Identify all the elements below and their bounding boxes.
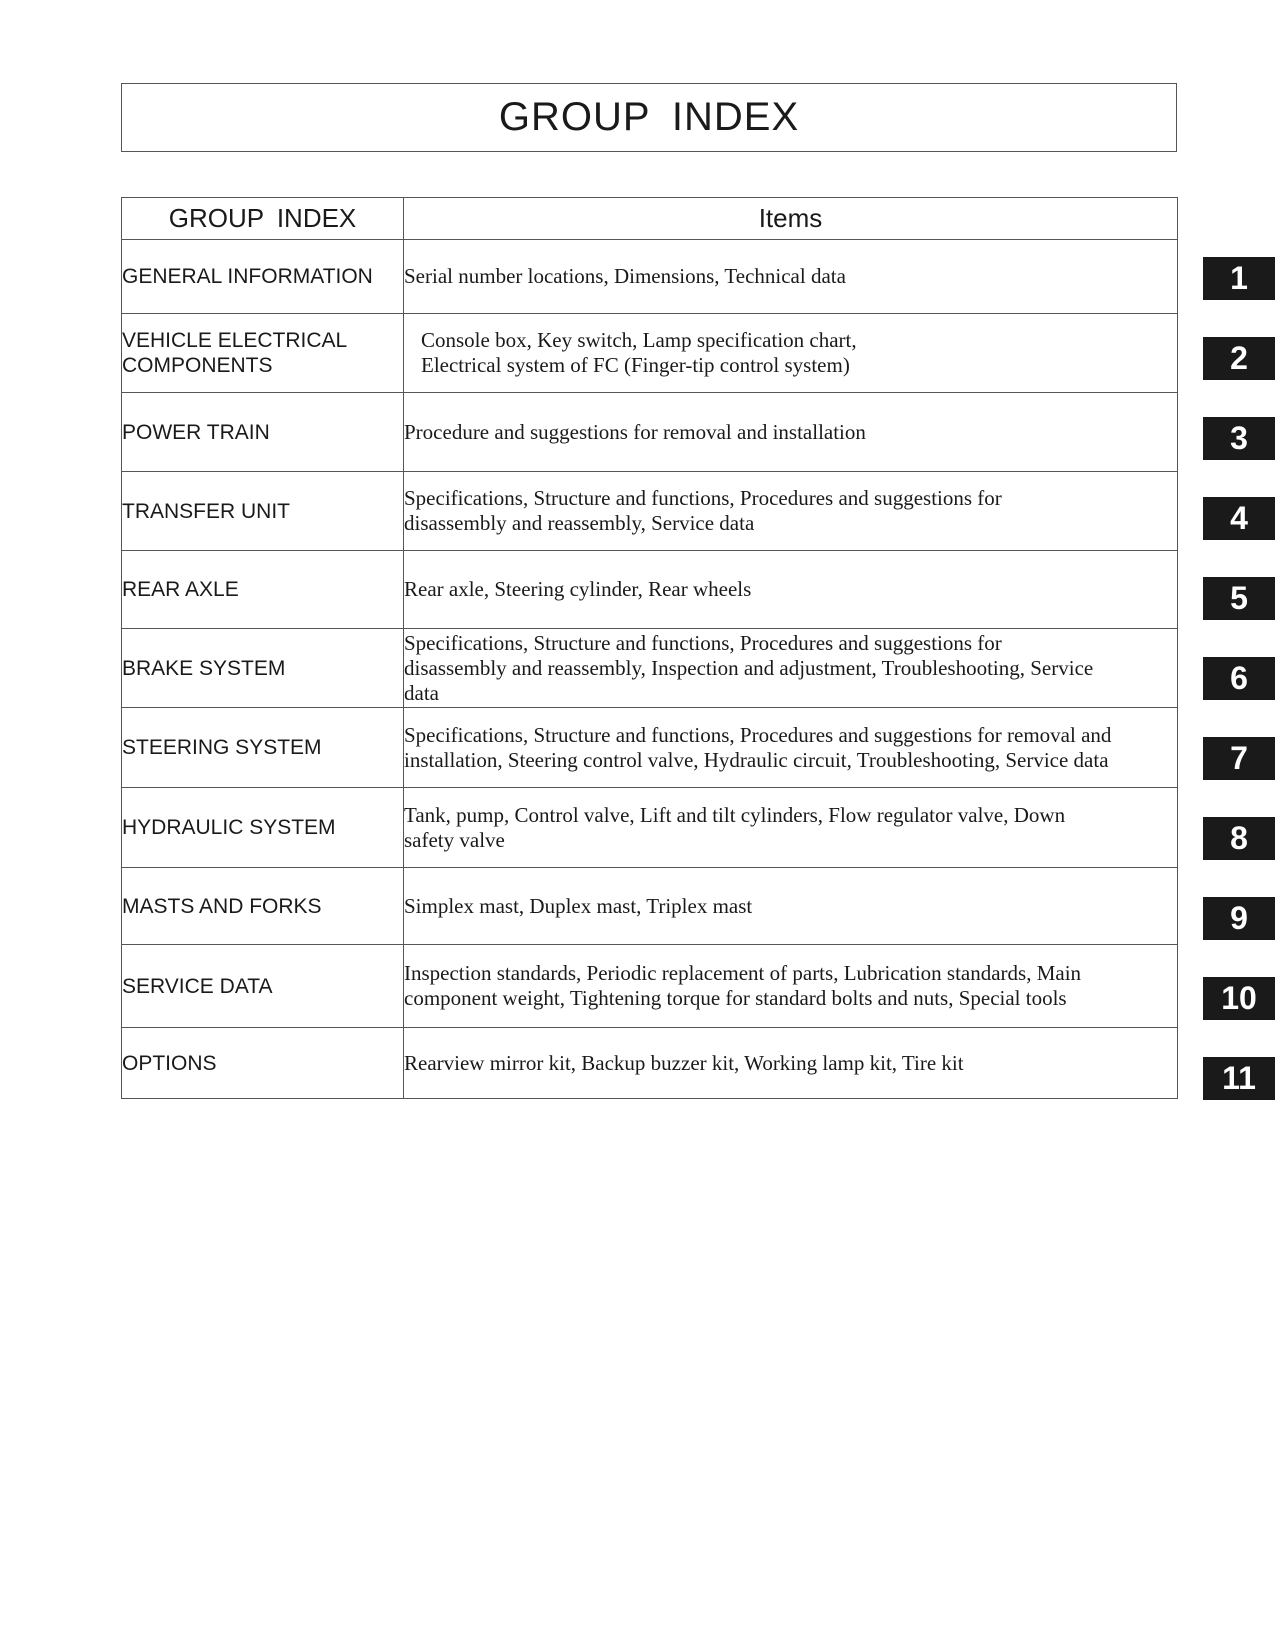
table-row: [122, 551, 1178, 629]
section-tab-9[interactable]: 9: [1203, 897, 1275, 940]
table-row: [122, 1028, 1178, 1099]
table-header-row: [122, 198, 1178, 240]
table-row: [122, 629, 1178, 708]
section-tab-7[interactable]: 7: [1203, 737, 1275, 780]
items-masts-and-forks: Simplex mast, Duplex mast, Triplex mast: [404, 868, 1178, 945]
section-tab-5[interactable]: 5: [1203, 577, 1275, 620]
header-items: Items: [404, 198, 1178, 240]
header-group-index: GROUP INDEX: [122, 198, 404, 240]
group-brake-system[interactable]: BRAKE SYSTEM: [122, 629, 404, 708]
group-transfer-unit[interactable]: TRANSFER UNIT: [122, 472, 404, 551]
section-tab-3[interactable]: 3: [1203, 417, 1275, 460]
table-row: [122, 472, 1178, 551]
table-row: [122, 788, 1178, 868]
group-rear-axle[interactable]: REAR AXLE: [122, 551, 404, 629]
table-row: [122, 393, 1178, 472]
items-power-train: Procedure and suggestions for removal and installation: [404, 393, 1178, 472]
group-service-data[interactable]: SERVICE DATA: [122, 945, 404, 1028]
table-row: [122, 945, 1178, 1028]
group-options[interactable]: OPTIONS: [122, 1028, 404, 1099]
section-tab-1[interactable]: 1: [1203, 257, 1275, 300]
group-hydraulic-system[interactable]: HYDRAULIC SYSTEM: [122, 788, 404, 868]
items-steering-system: Specifications, Structure and functions, Procedures and suggestions for removal and installation, Steering control valve, Hydraulic circuit, Troubleshooting, Service data: [404, 708, 1178, 788]
section-tab-6[interactable]: 6: [1203, 657, 1275, 700]
items-general-information: Serial number locations, Dimensions, Technical data: [404, 240, 1178, 314]
group-general-information[interactable]: GENERAL INFORMATION: [122, 240, 404, 314]
table-row: [122, 868, 1178, 945]
items-brake-system: Specifications, Structure and functions, Procedures and suggestions for disassembly and reassembly, Inspection and adjustment, Troubleshooting, Service data: [404, 629, 1178, 708]
items-hydraulic-system: Tank, pump, Control valve, Lift and tilt cylinders, Flow regulator valve, Down safety valve: [404, 788, 1178, 868]
group-power-train[interactable]: POWER TRAIN: [122, 393, 404, 472]
table-row: [122, 708, 1178, 788]
section-tab-10[interactable]: 10: [1203, 977, 1275, 1020]
group-index-table: [121, 197, 1178, 1099]
section-tab-11[interactable]: 11: [1203, 1057, 1275, 1100]
items-rear-axle: Rear axle, Steering cylinder, Rear wheels: [404, 551, 1178, 629]
section-tab-8[interactable]: 8: [1203, 817, 1275, 860]
table-row: [122, 314, 1178, 393]
section-tab-4[interactable]: 4: [1203, 497, 1275, 540]
group-vehicle-electrical-components[interactable]: VEHICLE ELECTRICAL COMPONENTS: [122, 314, 404, 393]
group-steering-system[interactable]: STEERING SYSTEM: [122, 708, 404, 788]
table-row: [122, 240, 1178, 314]
section-tab-2[interactable]: 2: [1203, 337, 1275, 380]
items-service-data: Inspection standards, Periodic replacement of parts, Lubrication standards, Main component weight, Tightening torque for standard bolts and nuts, Special tools: [404, 945, 1178, 1028]
items-options: Rearview mirror kit, Backup buzzer kit, Working lamp kit, Tire kit: [404, 1028, 1178, 1099]
page-title: GROUP INDEX: [121, 83, 1177, 152]
group-masts-and-forks[interactable]: MASTS AND FORKS: [122, 868, 404, 945]
items-transfer-unit: Specifications, Structure and functions, Procedures and suggestions for disassembly and reassembly, Service data: [404, 472, 1178, 551]
items-vehicle-electrical-components: Console box, Key switch, Lamp specification chart, Electrical system of FC (Finger-tip control system): [404, 314, 1178, 393]
